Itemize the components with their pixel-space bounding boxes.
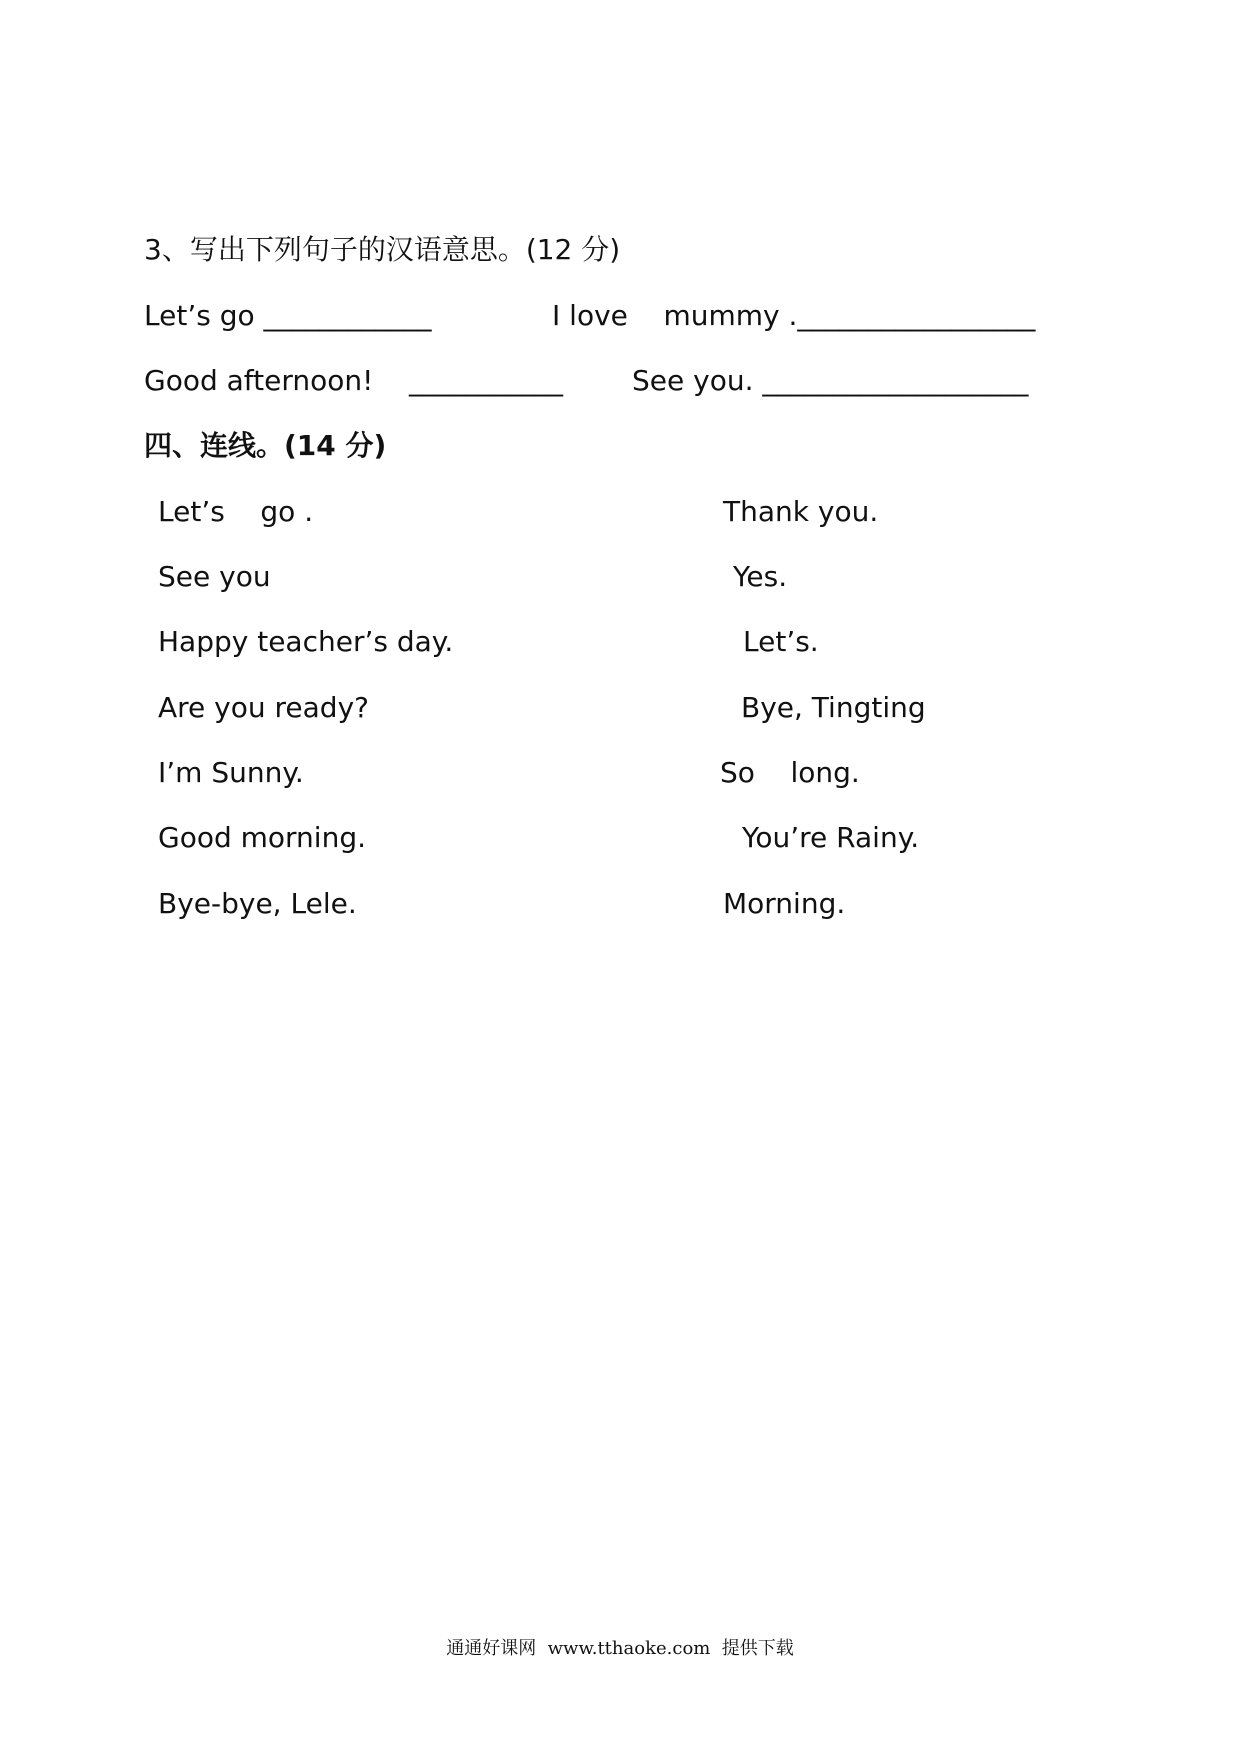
translation-item-2: I love mummy ._________________ xyxy=(552,299,1036,332)
match-right-7: Morning. xyxy=(723,887,846,920)
match-right-5: So long. xyxy=(720,756,860,789)
match-right-1: Thank you. xyxy=(723,495,879,528)
match-left-3: Happy teacher’s day. xyxy=(158,625,454,658)
match-left-2: See you xyxy=(158,560,271,593)
match-right-6: You’re Rainy. xyxy=(742,821,920,854)
match-left-5: I’m Sunny. xyxy=(158,756,304,789)
translation-item-4: See you. ___________________ xyxy=(632,364,1029,397)
match-left-4: Are you ready? xyxy=(158,691,370,724)
translation-item-3: Good afternoon! ___________ xyxy=(144,364,563,397)
match-right-3: Let’s. xyxy=(743,625,819,658)
match-left-1: Let’s go . xyxy=(158,495,314,528)
match-right-2: Yes. xyxy=(733,560,788,593)
match-left-6: Good morning. xyxy=(158,821,367,854)
match-left-7: Bye-bye, Lele. xyxy=(158,887,357,920)
translation-item-1: Let’s go ____________ xyxy=(144,299,432,332)
section4-title: 四、连线。(14 分) xyxy=(144,429,387,462)
match-right-4: Bye, Tingting xyxy=(741,691,926,724)
section3-title: 3、写出下列句子的汉语意思。(12 分) xyxy=(144,233,621,266)
footer-text: 通通好课网 www.tthaoke.com 提供下载 xyxy=(446,1638,794,1659)
